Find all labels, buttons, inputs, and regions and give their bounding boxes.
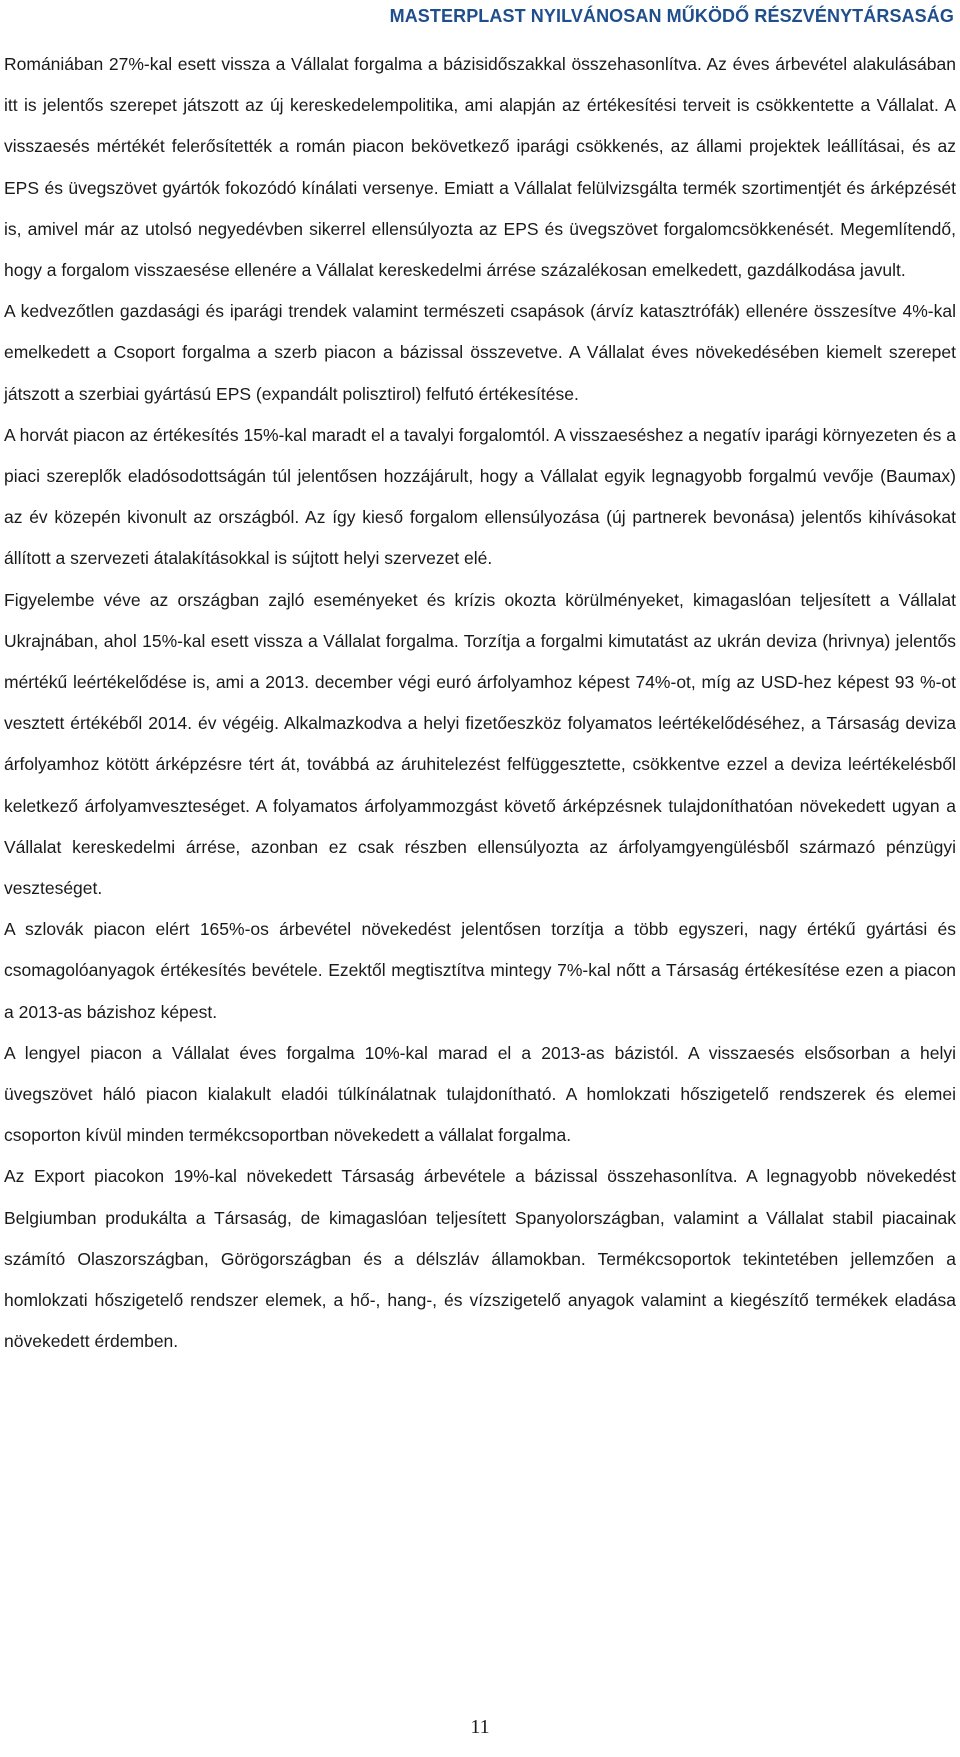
paragraph-poland: A lengyel piacon a Vállalat éves forgalma 10%-kal marad el a 2013-as bázistól. A visszaesés elsősorban a helyi üvegszövet háló piacon kialakult eladói túlkínálatnak tulajdonítható. A homlokzati hőszigetelő rendszerek és elemei csoporton kívül minden termékcsoportban növekedett a vállalat forgalma. <box>4 1042 956 1146</box>
page-number: 11 <box>470 1716 490 1738</box>
paragraph-croatia: A horvát piacon az értékesítés 15%-kal maradt el a tavalyi forgalomtól. A visszaeséshez a negatív iparági környezeten és a piaci szereplők eladósodottságán túl jelentősen hozzájárult, hogy a Vállalat egyik legnagyobb forgalmú vevője (Baumax) az év közepén kivonult az országból. Az így kieső forgalom ellensúlyozása (új partnerek bevonása) jelentős kihívásokat állított a szervezeti átalakításokkal is sújtott helyi szervezet elé. <box>4 424 956 569</box>
paragraph-slovakia: A szlovák piacon elért 165%-os árbevétel növekedést jelentősen torzítja a több egyszeri, nagy értékű gyártási és csomagolóanyagok értékesítés bevétele. Ezektől megtisztítva mintegy 7%-kal nőtt a Társaság értékesítése ezen a piacon a 2013-as bázishoz képest. <box>4 919 956 1022</box>
document-body <box>4 44 956 1363</box>
page-header-company-name: MASTERPLAST NYILVÁNOSAN MŰKÖDŐ RÉSZVÉNYTÁRSASÁG <box>389 6 954 26</box>
paragraph-serbia: A kedvezőtlen gazdasági és iparági trendek valamint természeti csapások (árvíz katasztrófák) ellenére összesítve 4%-kal emelkedett a Csoport forgalma a szerb piacon a bázissal összevetve. A Vállalat éves növekedésében kiemelt szerepet játszott a szerbiai gyártású EPS (expandált polisztirol) felfutó értékesítése. <box>4 301 956 404</box>
paragraph-ukraine: Figyelembe véve az országban zajló eseményeket és krízis okozta körülményeket, kimagaslóan teljesített a Vállalat Ukrajnában, ahol 15%-kal esett vissza a Vállalat forgalma. Torzítja a forgalmi kimutatást az ukrán deviza (hrivnya) jelentős mértékű leértékelődése is, ami a 2013. december végi euró árfolyamhoz képest 74%-ot, míg az USD-hez képest 93 %-ot vesztett értékéből 2014. év végéig. Alkalmazkodva a helyi fizetőeszköz folyamatos leértékelődéséhez, a Társaság deviza árfolyamhoz kötött árképzésre tért át, továbbá az áruhitelezést felfüggesztette, csökkentve ezzel a deviza leértékelésből keletkező árfolyamveszteséget. A folyamatos árfolyammozgást követő árképzésnek tulajdoníthatóan növekedett ugyan a Vállalat kereskedelmi árrése, azonban ez csak részben ellensúlyozta az árfolyamgyengülésből származó pénzügyi veszteséget. <box>4 589 956 899</box>
paragraph-export: Az Export piacokon 19%-kal növekedett Társaság árbevétele a bázissal összehasonlítva. A legnagyobb növekedést Belgiumban produkálta a Társaság, de kimagaslóan teljesített Spanyolországban, valamint a Vállalat stabil piacainak számító Olaszországban, Görögországban és a délszláv államokban. Termékcsoportok tekintetében jellemzően a homlokzati hőszigetelő rendszer elemek, a hő-, hang-, és vízszigetelő anyagok valamint a kiegészítő termékek eladása növekedett érdemben. <box>4 1166 956 1352</box>
paragraph-romania: Romániában 27%-kal esett vissza a Vállalat forgalma a bázisidőszakkal összehasonlítva. Az éves árbevétel alakulásában itt is jelentős szerepet játszott az új kereskedelempolitika, ami alapján az értékesítési terveit is csökkentette a Vállalat. A visszaesés mértékét felerősítették a román piacon bekövetkező iparági csökkenés, az állami projektek leállításai, és az EPS és üvegszövet gyártók fokozódó kínálati versenye. Emiatt a Vállalat felülvizsgálta termék szortimentjét és árképzését is, amivel már az utolsó negyedévben sikerrel ellensúlyozta az EPS és üvegszövet forgalomcsökkenését. Megemlítendő, hogy a forgalom visszaesése ellenére a Vállalat kereskedelmi árrése százalékosan emelkedett, gazdálkodása javult. <box>4 54 956 281</box>
